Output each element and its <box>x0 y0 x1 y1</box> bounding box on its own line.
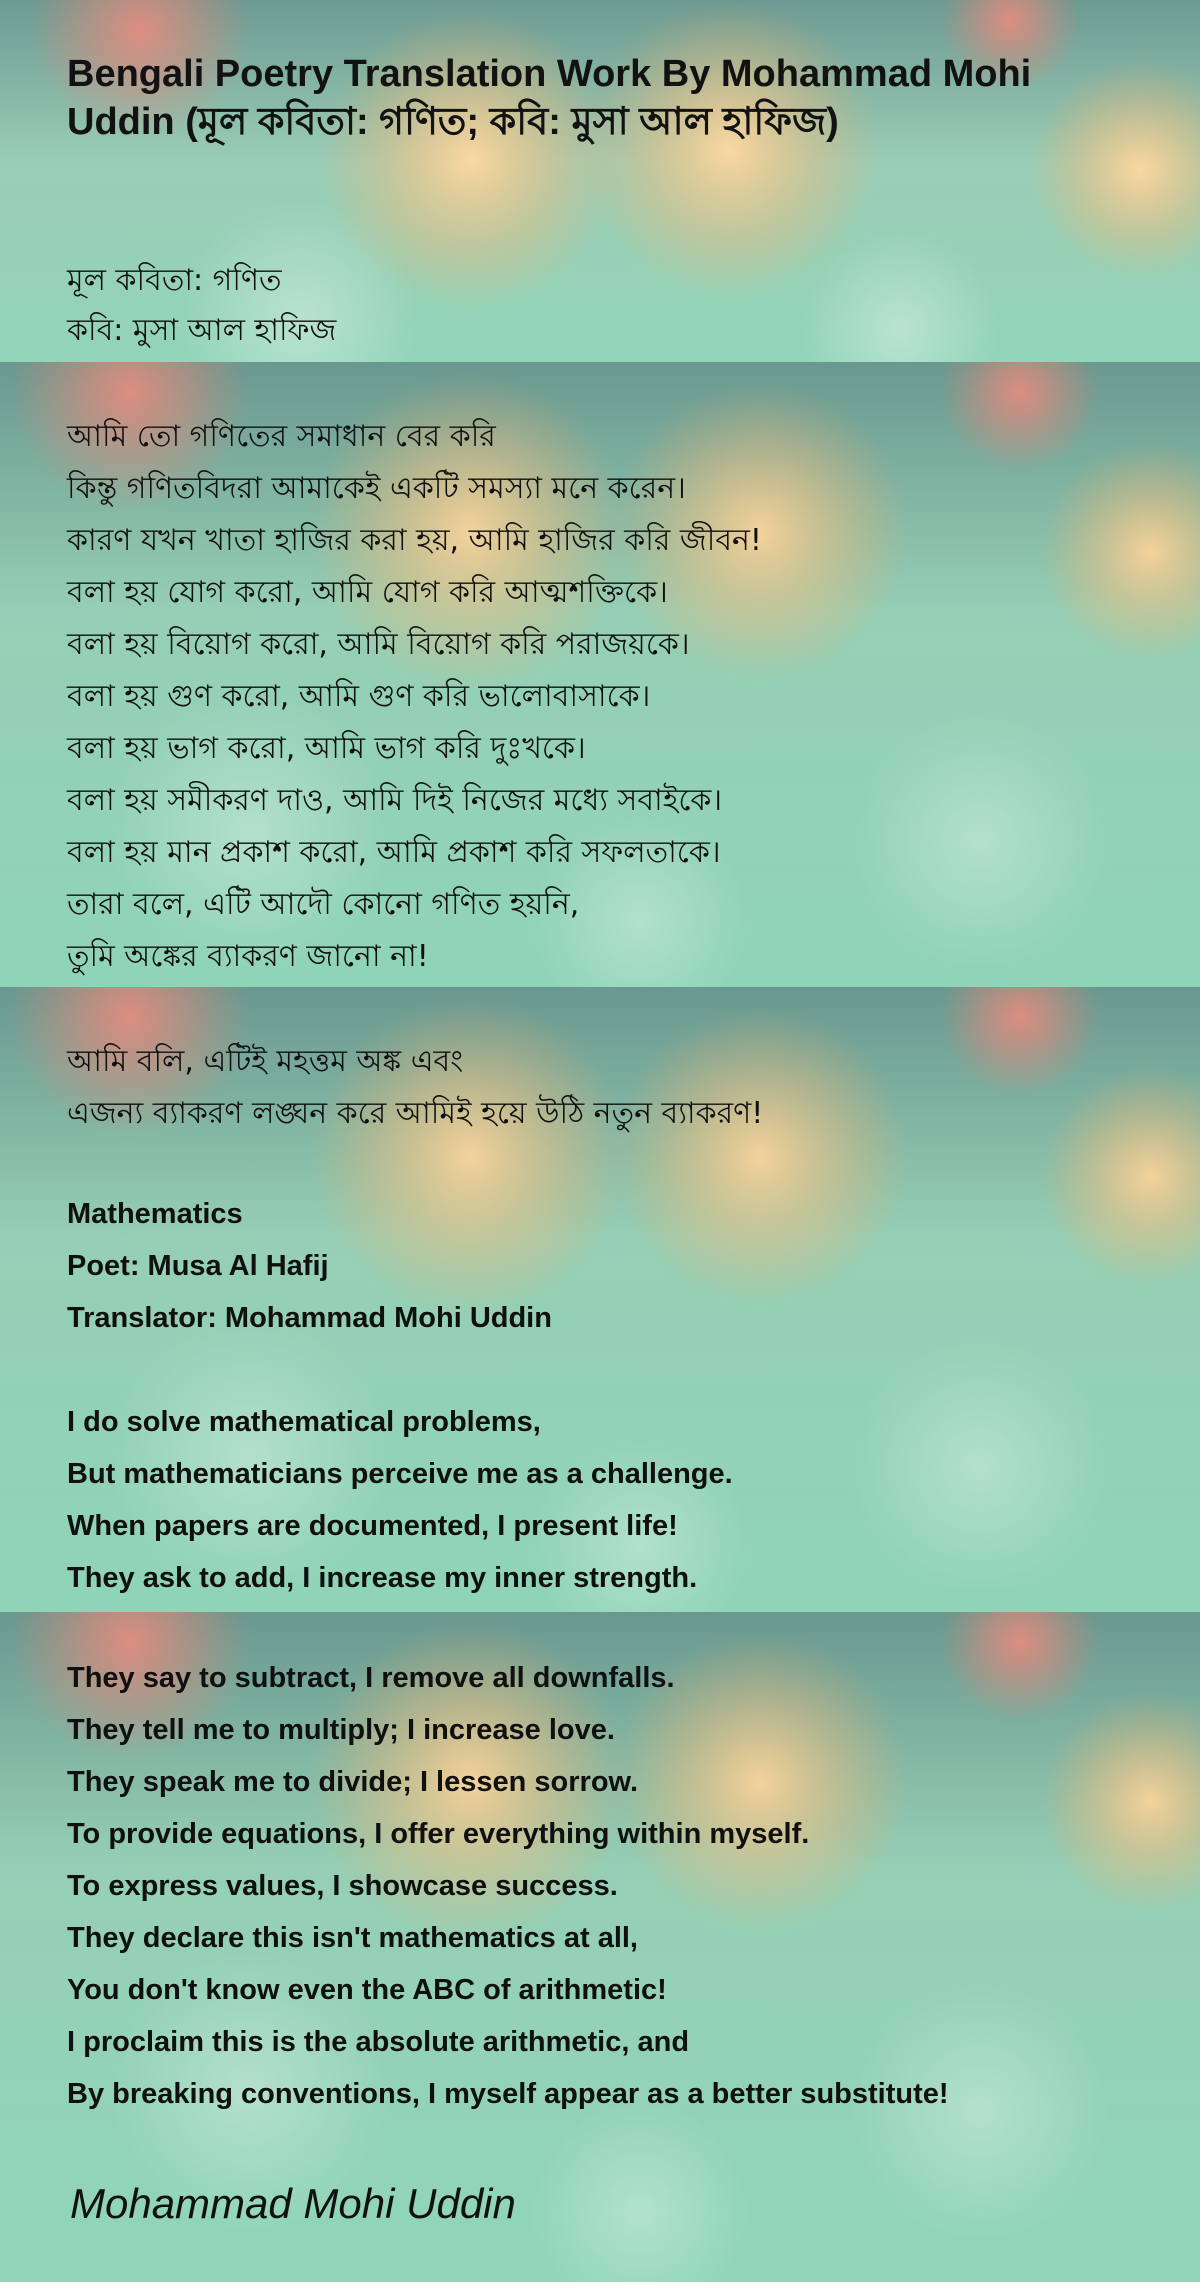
panel-bengali-1 <box>0 362 1200 987</box>
poem-line-en: When papers are documented, I present life! <box>67 1510 678 1542</box>
poem-line-bn: বলা হয় ভাগ করো, আমি ভাগ করি দুঃখকে। <box>67 731 586 766</box>
panel-bengali-2-english-1 <box>0 987 1200 1612</box>
english-poet: Poet: Musa Al Hafij <box>67 1250 329 1282</box>
poem-line-bn: এজন্য ব্যাকরণ লঙ্ঘন করে আমিই হয়ে উঠি নতুন ব্যাকরণ! <box>67 1096 764 1131</box>
poem-line-bn: বলা হয় যোগ করো, আমি যোগ করি আত্মশক্তিকে। <box>67 575 668 610</box>
poem-line-en: They speak me to divide; I lessen sorrow. <box>67 1766 639 1798</box>
english-poem-title: Mathematics <box>67 1198 243 1230</box>
panel-header <box>0 0 1200 362</box>
poem-line-en: To express values, I showcase success. <box>67 1870 618 1902</box>
poem-line-en: To provide equations, I offer everything within myself. <box>67 1818 810 1850</box>
poem-line-en: They declare this isn't mathematics at all, <box>67 1922 638 1954</box>
poem-line-en: By breaking conventions, I myself appear as a better substitute! <box>67 2078 949 2110</box>
poem-line-bn: বলা হয় সমীকরণ দাও, আমি দিই নিজের মধ্যে সবাইকে। <box>67 783 723 818</box>
poem-line-bn: তুমি অঙ্কের ব্যাকরণ জানো না! <box>67 939 429 974</box>
poem-line-en: You don't know even the ABC of arithmetic! <box>67 1974 667 2006</box>
original-poem-label: মূল কবিতা: গণিত <box>67 263 282 298</box>
poem-line-bn: কারণ যখন খাতা হাজির করা হয়, আমি হাজির করি জীবন! <box>67 523 762 558</box>
english-translator: Translator: Mohammad Mohi Uddin <box>67 1302 552 1334</box>
poem-line-bn: বলা হয় মান প্রকাশ করো, আমি প্রকাশ করি সফলতাকে। <box>67 835 721 870</box>
poem-line-en: I do solve mathematical problems, <box>67 1406 541 1438</box>
poem-line-en: I proclaim this is the absolute arithmetic, and <box>67 2026 690 2058</box>
page-title: Bengali Poetry Translation Work By Mohammad Mohi Uddin (মূল কবিতা: গণিত; কবি: মুসা আল হাফিজ) <box>67 53 1032 143</box>
poem-line-bn: আমি তো গণিতের সমাধান বের করি <box>67 419 496 454</box>
author-signature: Mohammad Mohi Uddin <box>70 2180 516 2227</box>
poem-line-en: They tell me to multiply; I increase love. <box>67 1714 615 1746</box>
poem-line-bn: তারা বলে, এটি আদৌ কোনো গণিত হয়নি, <box>67 887 580 922</box>
poem-line-en: They say to subtract, I remove all downfalls. <box>67 1662 675 1694</box>
poem-line-bn: কিন্তু গণিতবিদরা আমাকেই একটি সমস্যা মনে করেন। <box>67 471 686 506</box>
poet-label-bn: কবি: মুসা আল হাফিজ <box>67 313 337 348</box>
poem-line-bn: আমি বলি, এটিই মহত্তম অঙ্ক এবং <box>67 1044 464 1079</box>
poem-line-bn: বলা হয় বিয়োগ করো, আমি বিয়োগ করি পরাজয়কে। <box>67 627 690 662</box>
poem-line-bn: বলা হয় গুণ করো, আমি গুণ করি ভালোবাসাকে। <box>67 679 651 714</box>
poem-line-en: They ask to add, I increase my inner strength. <box>67 1562 698 1594</box>
poem-line-en: But mathematicians perceive me as a challenge. <box>67 1458 733 1490</box>
